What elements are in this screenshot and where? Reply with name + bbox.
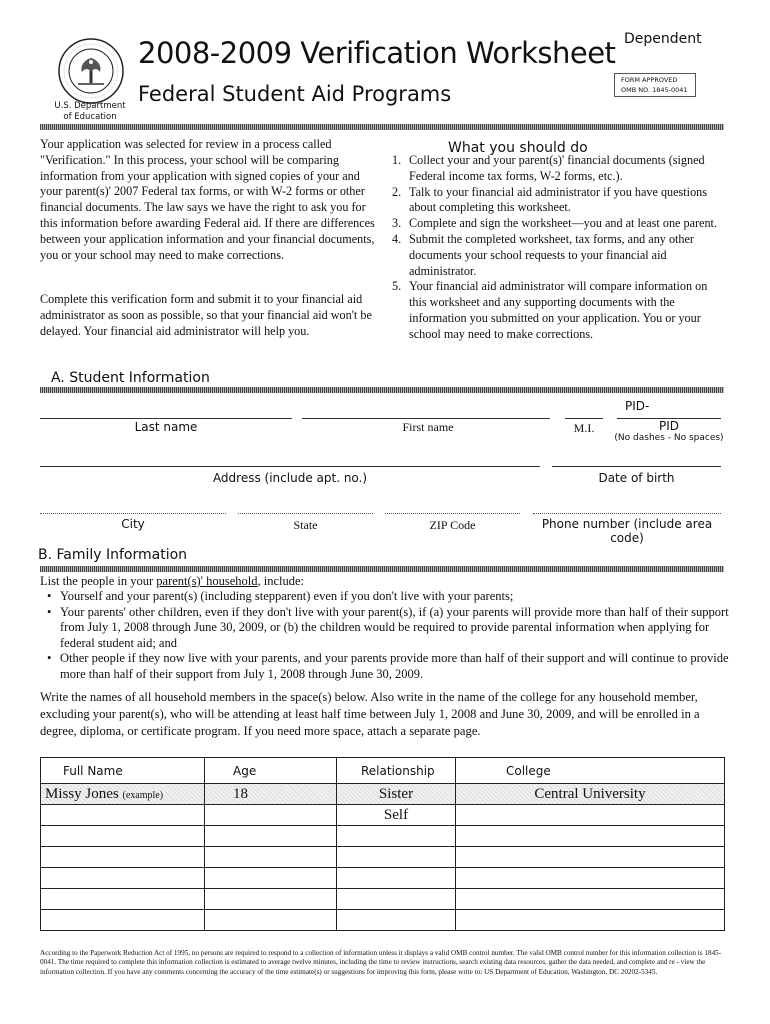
section-b-divider [40,566,724,572]
age-cell[interactable] [205,826,337,847]
example-note: (example) [122,789,164,801]
department-seal-logo [58,38,124,104]
name-cell[interactable] [41,805,205,826]
step-number: 2. [392,184,402,199]
list-intro-end: , include: [257,574,304,588]
step-text: Complete and sign the worksheet—you and at least one parent. [409,216,717,231]
step-text: Talk to your financial aid administrator if you have questions about completing this worksheet. [409,184,708,215]
example-name-cell [41,784,205,805]
relationship-cell[interactable] [337,889,456,910]
full-name-header: Full Name [41,758,205,784]
college-cell[interactable] [456,826,725,847]
date-of-birth-label: Date of birth [598,471,675,485]
dependent-status-label: Dependent [624,31,702,47]
list-intro-text: List the people in your [40,574,157,588]
table-row [41,805,725,826]
table-row [41,868,725,889]
step-item [392,279,726,342]
last-name-field[interactable] [40,418,292,419]
age-cell[interactable] [205,805,337,826]
relationship-cell[interactable] [337,868,456,889]
college-header: College [456,758,725,784]
department-name [40,101,140,123]
first-name-label: First name [402,420,454,434]
example-relationship: Sister [337,784,456,805]
age-cell[interactable] [205,889,337,910]
steps-list [392,153,726,343]
phone-number-field[interactable] [533,513,721,514]
city-label: City [121,517,145,531]
paperwork-reduction-notice: According to the Paperwork Reduction Act of 1995, no persons are required to respond to a collection of information unless it displays a valid OMB control number. The valid OMB control number for this information collection is 1845-0041. The time required to complete this information collection is estimated to average twelve minutes, including the time to review instructions, search existing data resources, gather the data needed, and complete and re - view the information collection. If you have any comments concerning the accuracy of the time estimate(s) or suggestions for improving this form, please write to: US Department of Education, Washington, DC 20202-5345. [40,949,722,976]
table-header-row [41,758,725,784]
name-cell[interactable] [41,889,205,910]
relationship-cell[interactable] [337,910,456,931]
college-cell[interactable] [456,910,725,931]
household-write-instructions: Write the names of all household members in the space(s) below. Also write in the name of the college for any household member, excluding your parent(s), who will be attending at least half time between July 1, 2008 and June 30, 2009, and will be enrolled in a degree, diploma, or certificate program. If you need more space, attach a separate page. [40,690,700,738]
address-label: Address (include apt. no.) [212,471,368,485]
step-number: 5. [392,279,402,294]
section-a-divider [40,387,724,393]
intro-paragraph-1: Your application was selected for review in a process called "Verification." In this process, your school will be comparing information from your application with signed copies of your and your parent(s)' 2007 Federal tax forms, or with W-2 forms or other financial documents. The law says we have the right to ask you for this information before awarding Federal aid. If there are differences between your application information and your financial documents, you or your school may need to make corrections. [40,137,375,262]
step-text: Collect your and your parent(s)' financial documents (signed Federal income tax forms, W-2 forms, etc.). [409,153,705,183]
city-field[interactable] [40,513,226,514]
state-label: State [293,518,318,532]
household-term: parent(s)' household [156,574,258,588]
omb-number-text: OMB NO. 1845-0041 [621,86,688,94]
dept-line-2: of Education [63,112,117,122]
zip-code-field[interactable] [385,513,520,514]
household-list-intro [40,574,304,589]
name-cell[interactable] [41,826,205,847]
step-number: 1. [392,153,402,167]
intro-paragraph-2: Complete this verification form and submit it to your financial aid administrator as soon as possible, so that your financial aid won't be delayed. Your financial aid administrator will help you. [40,292,372,338]
age-cell[interactable] [205,910,337,931]
form-approved-text: FORM APPROVED [621,76,678,84]
example-age: 18 [205,784,337,805]
first-name-field[interactable] [302,418,550,419]
header-divider [40,124,724,130]
omb-approval-box [614,73,696,97]
page-title: 2008-2009 Verification Worksheet [138,36,616,70]
page-subtitle: Federal Student Aid Programs [138,82,452,106]
name-cell[interactable] [41,847,205,868]
phone-number-label: Phone number (include area code) [541,517,713,545]
last-name-label: Last name [134,420,198,434]
step-item [392,153,726,185]
relationship-header: Relationship [337,758,456,784]
example-name: Missy Jones [45,785,119,802]
college-cell[interactable] [456,868,725,889]
pid-note: (No dashes - No spaces) [614,433,724,443]
address-field[interactable] [40,466,540,467]
age-header: Age [205,758,337,784]
college-cell[interactable] [456,805,725,826]
age-cell[interactable] [205,847,337,868]
example-row [41,784,725,805]
dept-line-1: U.S. Department [54,101,126,111]
step-text: Submit the completed worksheet, tax forms, and any other documents your school requests to your financial aid administrator. [409,231,694,278]
college-cell[interactable] [456,889,725,910]
household-members-table [40,757,725,931]
example-college: Central University [456,784,725,805]
middle-initial-field[interactable] [565,418,603,419]
state-field[interactable] [238,513,373,514]
age-cell[interactable] [205,868,337,889]
name-cell[interactable] [41,868,205,889]
step-number: 3. [392,216,402,231]
table-row [41,910,725,931]
household-bullets [40,589,730,683]
bullet-item: • Other people if they now live with your parents, and your parents provide more than half of their support and will continue to provide more than half of their support from July 1, 2008 through June 30, 2009. [40,651,730,682]
relationship-cell[interactable] [337,826,456,847]
step-item [392,232,726,279]
bullet-item: • Yourself and your parent(s) (including stepparent) even if you don't live with your parents; [40,589,730,605]
pid-prefix: PID- [625,399,650,413]
table-row [41,889,725,910]
zip-code-label: ZIP Code [429,518,476,532]
student-info-heading: A. Student Information [51,370,210,386]
family-info-heading: B. Family Information [38,547,188,563]
table-row [41,847,725,868]
college-cell[interactable] [456,847,725,868]
mi-label: M.I. [573,421,595,435]
name-cell[interactable] [41,910,205,931]
what-to-do-heading: What you should do [448,140,588,156]
relationship-cell[interactable] [337,847,456,868]
step-number: 4. [392,231,402,246]
step-item [392,185,726,217]
pid-label: PID [658,419,679,433]
step-text: Your financial aid administrator will compare information on this worksheet and any supporting documents with the information you submitted on your application. You or your school may need to make corrections. [409,279,708,341]
bullet-item: • Your parents' other children, even if they don't live with your parent(s), if (a) your parents will provide more than half of their support from July 1, 2008 through June 30, 2009, or (b) the children would be required to provide parental information when applying for federal student aid; and [40,605,730,652]
date-of-birth-field[interactable] [552,466,721,467]
relationship-cell[interactable]: Self [337,805,456,826]
step-item [392,216,726,232]
table-row [41,826,725,847]
